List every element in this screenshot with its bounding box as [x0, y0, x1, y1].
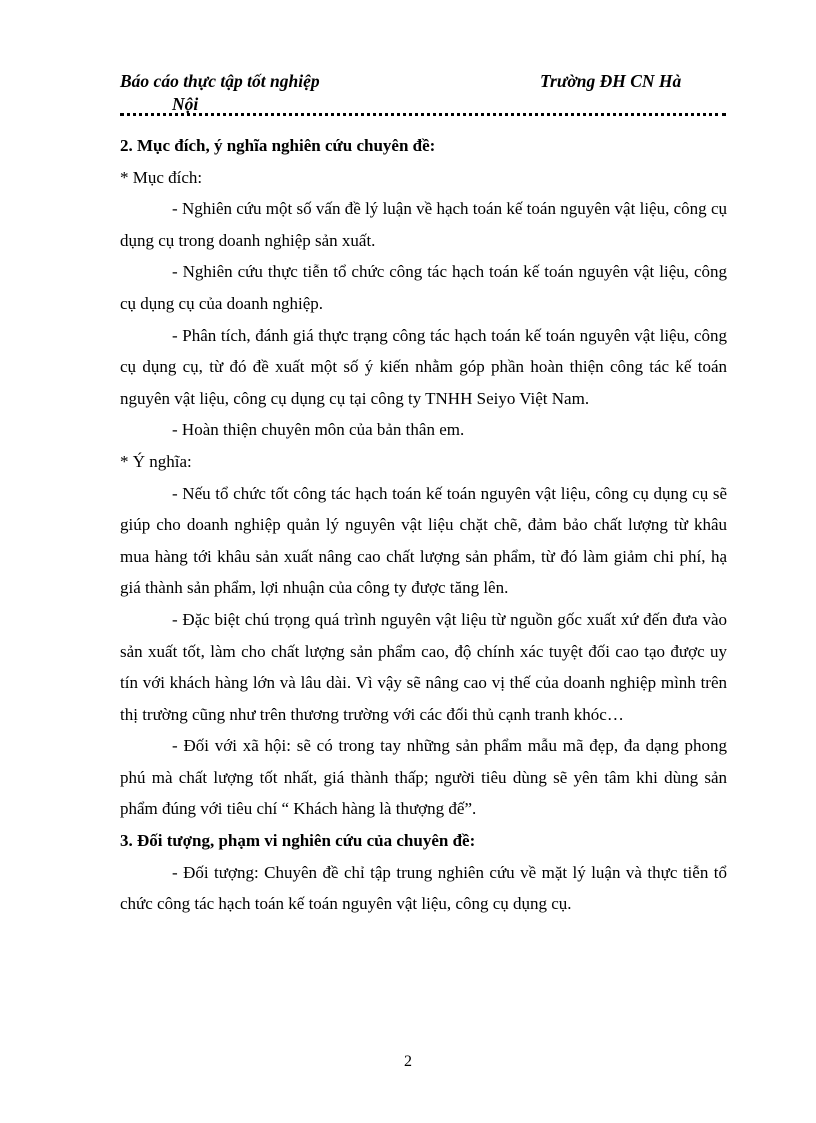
header-report-title: Báo cáo thực tập tốt nghiệp [120, 71, 320, 91]
page-number: 2 [404, 1053, 412, 1070]
meaning-label: * Ý nghĩa: [120, 451, 192, 471]
purpose-label: * Mục đích: [120, 167, 203, 187]
section-2-heading: 2. Mục đích, ý nghĩa nghiên cứu chuyên đề: [120, 136, 436, 155]
purpose-item: - Nghiên cứu một số vấn đề lý luận về hạch toán kế toán nguyên vật liệu, công cụ dụng cụ trong doanh nghiệp sản xuất. [120, 199, 727, 250]
purpose-item: - Phân tích, đánh giá thực trạng công tác hạch toán kế toán nguyên vật liệu, công cụ dụng cụ, từ đó đề xuất một số ý kiến nhằm góp phần hoàn thiện công tác kế toán nguyên vật liệu, công cụ dụng cụ tại công ty TNHH Seiyo Việt Nam. [120, 325, 727, 408]
meaning-item: - Nếu tổ chức tốt công tác hạch toán kế toán nguyên vật liệu, công cụ dụng cụ sẽ giúp cho doanh nghiệp quản lý nguyên vật liệu chặt chẽ, đảm bảo chất lượng từ khâu mua hàng tới khâu sản xuất nâng cao chất lượng sản phẩm, từ đó làm giảm chi phí, hạ giá thành sản phẩm, lợi nhuận của công ty được tăng lên. [120, 483, 727, 598]
meaning-item: - Đối với xã hội: sẽ có trong tay những sản phẩm mẫu mã đẹp, đa dạng phong phú mà chất lượng tốt nhất, giá thành thấp; người tiêu dùng sẽ yên tâm khi dùng sản phẩm đúng với tiêu chí “ Khách hàng là thượng đế”. [120, 736, 727, 819]
header-divider [120, 113, 726, 116]
header-university-cont: Nội [172, 94, 199, 114]
meaning-item: - Đặc biệt chú trọng quá trình nguyên vật liệu từ nguồn gốc xuất xứ đến đưa vào sản xuất tốt, làm cho chất lượng sản phẩm cao, độ chính xác tuyệt đối cao tạo được uy tín với khách hàng lớn và lâu dài. Vì vậy sẽ nâng cao vị thế của doanh nghiệp mình trên thị trường cũng như trên thương trường với các đối thủ cạnh tranh khóc… [120, 609, 727, 724]
scope-item: - Đối tượng: Chuyên đề chỉ tập trung nghiên cứu về mặt lý luận và thực tiễn tổ chức công tác hạch toán kế toán nguyên vật liệu, công cụ dụng cụ. [120, 862, 727, 914]
section-3-heading: 3. Đối tượng, phạm vi nghiên cứu của chuyên đề: [120, 831, 476, 851]
document-body [120, 130, 727, 920]
purpose-item: - Nghiên cứu thực tiễn tổ chức công tác hạch toán kế toán nguyên vật liệu, công cụ dụng cụ của doanh nghiệp. [120, 262, 727, 313]
purpose-item: - Hoàn thiện chuyên môn của bản thân em. [172, 420, 465, 440]
header-university: Trường ĐH CN Hà [540, 71, 682, 91]
